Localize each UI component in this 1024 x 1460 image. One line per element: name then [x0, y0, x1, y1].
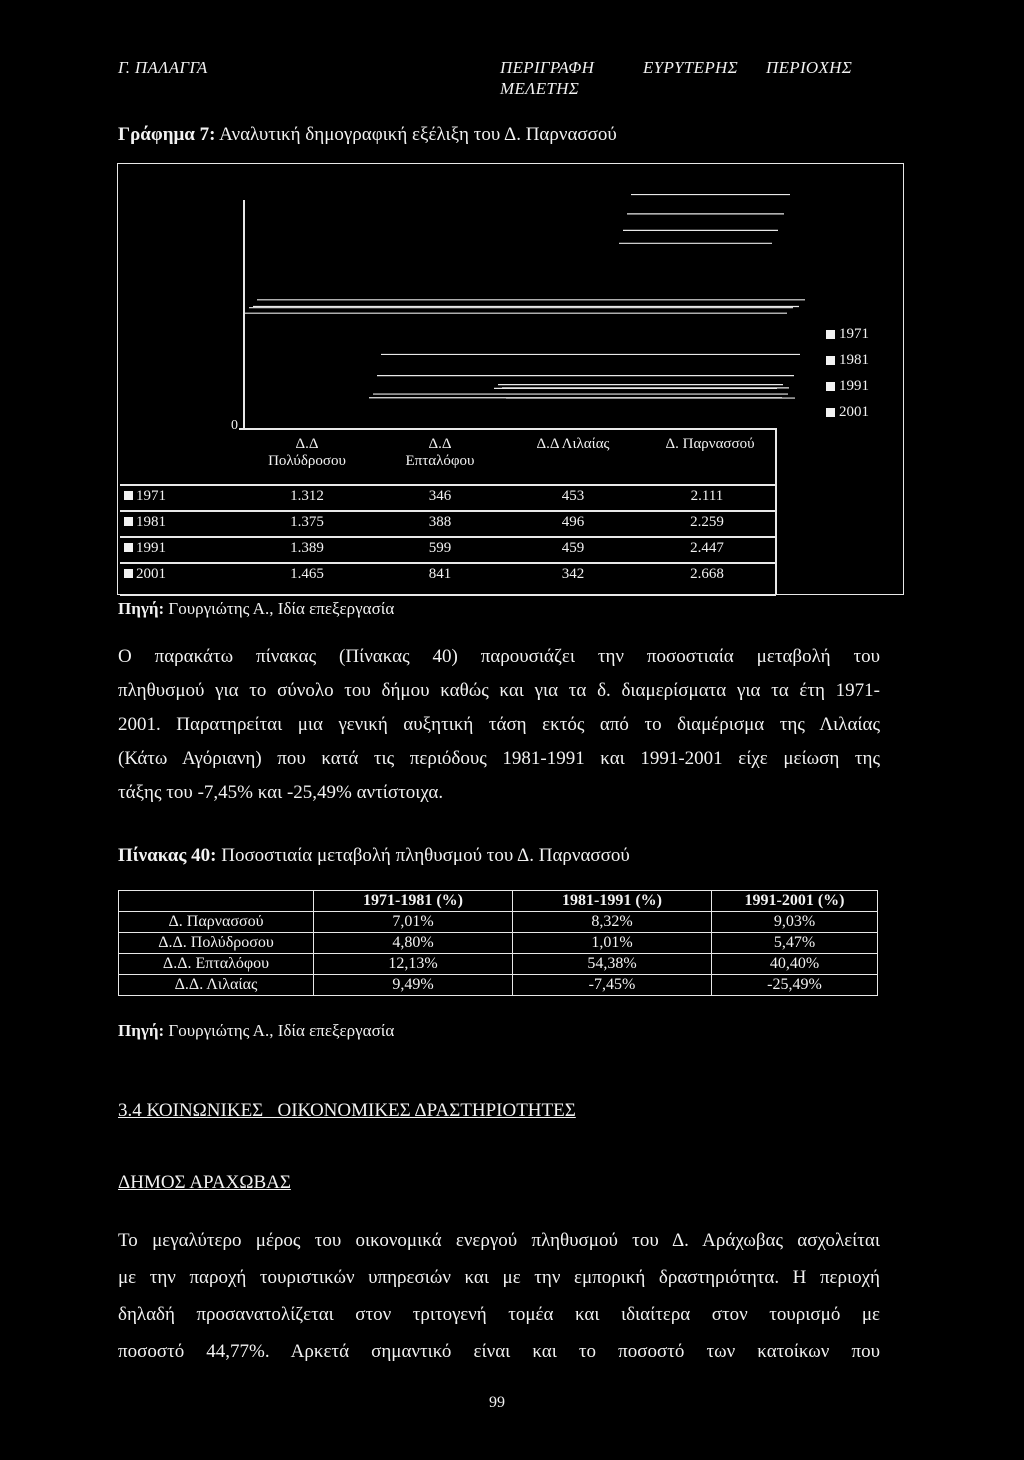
data-table-rule	[120, 510, 776, 512]
data-table-rule	[120, 594, 776, 596]
legend-item-2001: 2001	[826, 399, 869, 425]
data-table-right-rule	[775, 428, 777, 595]
data-label: 599	[428, 540, 452, 556]
legend-marker-icon	[826, 330, 835, 339]
data-table-rule	[120, 562, 776, 564]
data-label: 453	[561, 488, 585, 504]
table-header-row	[119, 891, 878, 912]
table-caption-label: Πίνακας 40:	[118, 845, 217, 866]
paragraph-population-change: Ο παρακάτω πίνακας (Πίνακας 40) παρουσιάζει την ποσοστιαία μεταβολή του πληθυσμού για το σύνολο του δήμου καθώς και για τα δ. διαμερίσματα για τα έτη 1971- 2001. Παρατηρείται μια γενική αυξητική τάση εκτός από το διαμέρισμα της Λιλαίας (Κάτω Αγόριανη) που κατά τις περιόδους 1981-1991 και 1991-2001 είχε μείωση της τάξης του -7,45% και -25,49% αντίστοιχα.	[118, 646, 880, 803]
data-label: 1.312	[290, 488, 324, 504]
table-row	[119, 954, 878, 975]
section-heading: 3.4 ΚΟΙΝΩΝΙΚΕΣ ΟΙΚΟΝΟΜΙΚΕΣ ΔΡΑΣΤΗΡΙΟΤΗΤΕΣ	[118, 1100, 576, 1121]
table-header-cell: 1991-2001 (%)	[712, 891, 878, 912]
category-label-polydrosou: Δ.Δ Πολύδροσου	[268, 436, 346, 469]
data-label: 496	[561, 514, 585, 530]
series-marker-icon	[124, 569, 133, 578]
data-label: 459	[561, 540, 585, 556]
table-cell: 9,03%	[712, 912, 878, 933]
data-label: 841	[428, 566, 452, 582]
graph-caption-label: Γράφημα 7:	[118, 124, 216, 145]
category-label-lilaias: Δ.Δ Λιλαίας	[536, 436, 610, 452]
table-row	[119, 933, 878, 954]
graph-caption-text: Αναλυτική δημογραφική εξέλιξη του Δ. Παρνασσού	[219, 124, 617, 145]
table-row	[119, 912, 878, 933]
table-header-cell: 1981-1991 (%)	[513, 891, 712, 912]
table-row-header: Δ. Παρνασσού	[119, 912, 314, 933]
data-label: 2.111	[690, 488, 724, 504]
header-title-1: ΠΕΡΙΓΡΑΦΗ	[500, 58, 595, 77]
series-label-2001: 2001	[124, 566, 166, 583]
header-title-4: ΠΕΡΙΟΧΗΣ	[766, 58, 853, 77]
chart-source	[118, 599, 394, 619]
table-row	[119, 975, 878, 996]
series-label-1971: 1971	[124, 488, 166, 505]
chart-plot	[117, 163, 904, 595]
legend-item-1971: 1971	[826, 321, 869, 347]
table-cell: 9,49%	[314, 975, 513, 996]
header-title-3: ΕΥΡΥΤΕΡΗΣ	[643, 58, 738, 77]
table-row-header: Δ.Δ. Πολύδροσου	[119, 933, 314, 954]
table-row-header: Δ.Δ. Επταλόφου	[119, 954, 314, 975]
data-label: 1.375	[290, 514, 324, 530]
legend-item-1991: 1991	[826, 373, 869, 399]
series-label-1981: 1981	[124, 514, 166, 531]
paragraph-arachova-economy: Το μεγαλύτερο μέρος του οικονομικά ενεργού πληθυσμού του Δ. Αράχωβας ασχολείται με την παροχή τουριστικών υπηρεσιών και με την εμπορική δραστηριότητα. Η περιοχή δηλαδή προσανατολίζεται στον τριτογενή τομέα και ιδιαίτερα στον τουρισμό με ποσοστό 44,77%. Αρκετά σημαντικό είναι και το ποσοστό των κατοίκων που	[118, 1230, 880, 1362]
data-label: 1.389	[290, 540, 324, 556]
data-table-rule	[120, 536, 776, 538]
data-label: 2.668	[690, 566, 724, 582]
table-row-header: Δ.Δ. Λιλαίας	[119, 975, 314, 996]
chart-source-text: Γουργιώτης Α., Ιδία επεξεργασία	[168, 599, 395, 618]
data-label: 342	[561, 566, 585, 582]
category-label-parnassou: Δ. Παρνασσού	[665, 436, 755, 452]
table-cell: -25,49%	[712, 975, 878, 996]
data-label: 1.465	[290, 566, 324, 582]
data-label: 2.259	[690, 514, 724, 530]
population-change-table	[118, 890, 878, 996]
table-caption	[118, 845, 630, 867]
header-author: Γ. ΠΑΛΑΓΓΑ	[118, 58, 208, 77]
data-table-rule	[120, 484, 776, 486]
category-label-eptalofou: Δ.Δ Επταλόφου	[405, 436, 475, 469]
table-source-label: Πηγή:	[118, 1021, 165, 1040]
chart-legend	[826, 321, 869, 425]
table-cell: 54,38%	[513, 954, 712, 975]
data-table-top-rule	[243, 428, 776, 430]
legend-marker-icon	[826, 356, 835, 365]
data-label: 2.447	[690, 540, 724, 556]
series-marker-icon	[124, 491, 133, 500]
table-cell: 7,01%	[314, 912, 513, 933]
table-caption-text: Ποσοστιαία μεταβολή πληθυσμού του Δ. Παρνασσού	[221, 845, 630, 866]
table-cell: 12,13%	[314, 954, 513, 975]
table-header-cell: 1971-1981 (%)	[314, 891, 513, 912]
table-cell: 8,32%	[513, 912, 712, 933]
subheading: ΔΗΜΟΣ ΑΡΑΧΩΒΑΣ	[118, 1172, 291, 1193]
graph-caption	[118, 124, 617, 146]
series-marker-icon	[124, 517, 133, 526]
table-cell: 5,47%	[712, 933, 878, 954]
series-label-1991: 1991	[124, 540, 166, 557]
legend-marker-icon	[826, 382, 835, 391]
chart-source-label: Πηγή:	[118, 599, 165, 618]
table-source-text: Γουργιώτης Α., Ιδία επεξεργασία	[168, 1021, 395, 1040]
y-tick-label: 0	[231, 418, 238, 433]
y-axis	[243, 200, 245, 430]
data-label: 346	[428, 488, 452, 504]
header-title-2: ΜΕΛΕΤΗΣ	[500, 79, 580, 98]
series-marker-icon	[124, 543, 133, 552]
table-cell: 1,01%	[513, 933, 712, 954]
page-number: 99	[489, 1394, 505, 1411]
table-cell: -7,45%	[513, 975, 712, 996]
legend-marker-icon	[826, 408, 835, 417]
data-label: 388	[428, 514, 452, 530]
table-header-cell	[119, 891, 314, 912]
legend-item-1981: 1981	[826, 347, 869, 373]
table-cell: 40,40%	[712, 954, 878, 975]
table-cell: 4,80%	[314, 933, 513, 954]
table-source	[118, 1021, 394, 1041]
